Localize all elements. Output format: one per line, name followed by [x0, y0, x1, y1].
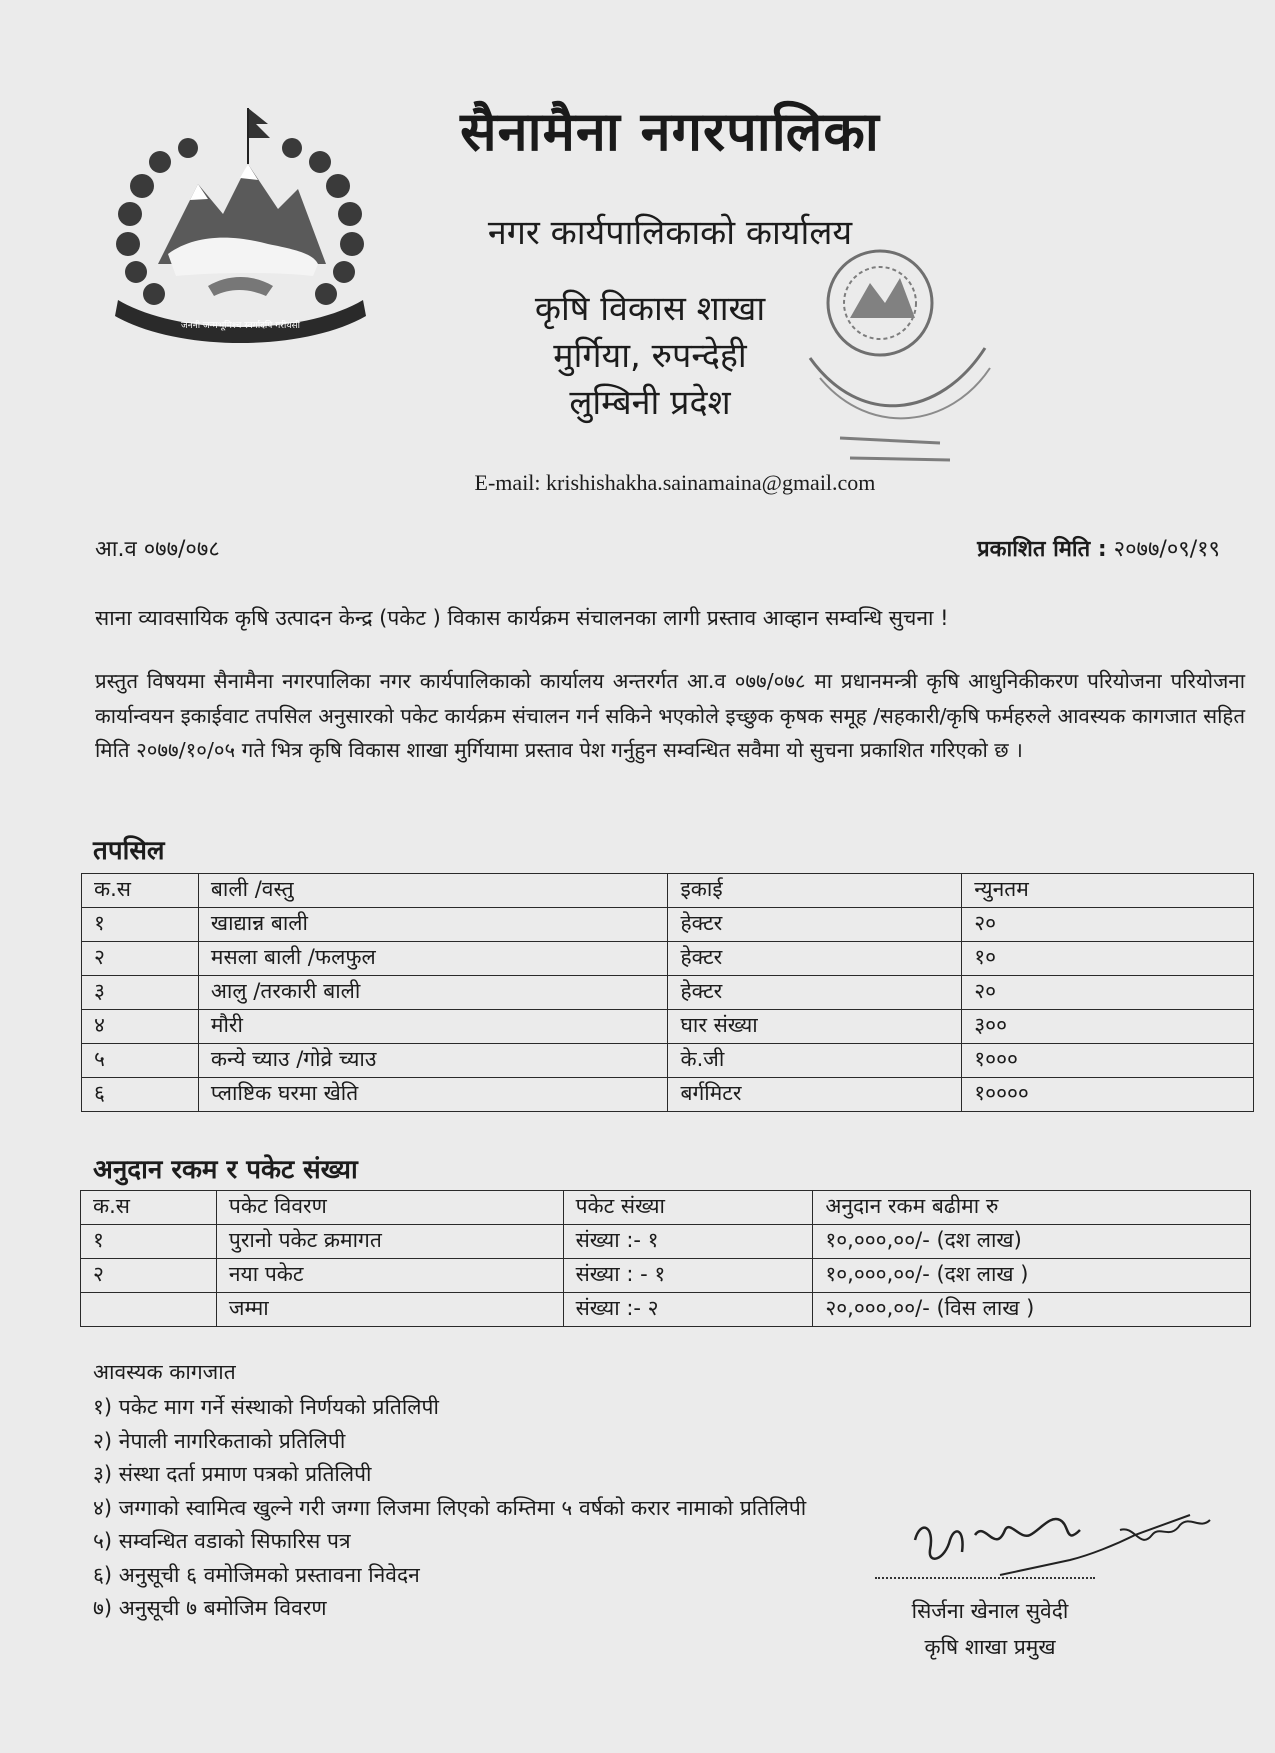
list-item: २) नेपाली नागरिकताको प्रतिलिपी [93, 1428, 346, 1453]
office-stamp-icon [780, 238, 1000, 478]
grant-table [80, 1190, 1251, 1327]
cell-sn: १ [82, 908, 199, 942]
branch-name: कृषि विकास शाखा [534, 289, 766, 329]
cell-sn: ५ [82, 1044, 199, 1078]
cell-sn: १ [81, 1225, 217, 1259]
column-header: पकेट विवरण [216, 1191, 563, 1225]
cell-sn: ३ [82, 976, 199, 1010]
table-header-row [81, 1191, 1251, 1225]
cell-unit: हेक्टर [668, 908, 962, 942]
column-header: इकाई [668, 874, 962, 908]
notice-body: प्रस्तुत विषयमा सैनामैना नगरपालिका नगर कार्यपालिकाको कार्यालय अन्तरर्गत आ.व ०७७/०७८ मा प्रधानमन्त्री कृषि आधुनिकीकरण परियोजना परियोजना कार्यान्वयन इकाईवाट तपसिल अनुसारको पकेट कार्यक्रम संचालन गर्न सकिने भएकोले इच्छुक कृषक समूह /सहकारी/कृषि फर्महरुले आवस्यक कागजात सहित मिति २०७७/१०/०५ गते भित्र कृषि विकास शाखा मुर्गियामा प्रस्ताव पेश गर्नुहुन सम्वन्धित सवैमा यो सुचना प्रकाशित गरिएको छ । [95, 669, 1245, 762]
documents-list [93, 1391, 806, 1626]
table-row [82, 908, 1254, 942]
cell-pocket-count: संख्या : - १ [563, 1259, 813, 1293]
branch-province: लुम्बिनी प्रदेश [569, 383, 731, 423]
cell-pocket-detail: नया पकेट [216, 1259, 563, 1293]
cell-grant-amount: २०,०००,००/- (विस लाख ) [813, 1293, 1251, 1327]
cell-grant-amount: १०,०००,००/- (दश लाख ) [813, 1259, 1251, 1293]
tapasil-table [81, 873, 1254, 1112]
cell-unit: घार संख्या [668, 1010, 962, 1044]
list-item: १) पकेट माग गर्ने संस्थाको निर्णयको प्रतिलिपी [93, 1395, 439, 1419]
cell-item: मौरी [198, 1010, 668, 1044]
cell-grant-amount: १०,०००,००/- (दश लाख) [813, 1225, 1251, 1259]
cell-item: आलु /तरकारी बाली [198, 976, 668, 1010]
column-header: बाली /वस्तु [198, 874, 668, 908]
cell-sn: २ [82, 942, 199, 976]
cell-pocket-count: संख्या :- १ [563, 1225, 813, 1259]
grant-title: अनुदान रकम र पकेट संख्या [93, 1155, 358, 1185]
cell-pocket-detail: पुरानो पकेट क्रमागत [216, 1225, 563, 1259]
cell-sn: ४ [82, 1010, 199, 1044]
cell-sn: ६ [82, 1078, 199, 1112]
signatory-name: सिर्जना खेनाल सुवेदी [911, 1599, 1069, 1623]
published-label: प्रकाशित मिति : [977, 537, 1107, 562]
office-name: नगर कार्यपालिकाको कार्यालय [487, 213, 853, 253]
cell-minimum: २० [962, 908, 1254, 942]
cell-minimum: १००० [962, 1044, 1254, 1078]
list-item: ४) जग्गाको स्वामित्व खुल्ने गरी जग्गा लिजमा लिएको कम्तिमा ५ वर्षको करार नामाको प्रतिलिपी [93, 1495, 807, 1520]
list-item: ५) सम्वन्धित वडाको सिफारिस पत्र [93, 1529, 351, 1553]
table-total-row [81, 1293, 1251, 1327]
signatory-title: कृषि शाखा प्रमुख [924, 1635, 1056, 1659]
notice-subject: साना व्यावसायिक कृषि उत्पादन केन्द्र (पकेट ) विकास कार्यक्रम संचालनका लागी प्रस्ताव आव्हान सम्वन्धि सुचना ! [95, 606, 949, 630]
branch-place: मुर्गिया, रुपन्देही [553, 336, 747, 376]
email-line: E-mail: krishishakha.sainamaina@gmail.com [474, 470, 876, 495]
table-row [81, 1225, 1251, 1259]
signature-line [875, 1577, 1095, 1579]
cell-pocket-count: संख्या :- २ [563, 1293, 813, 1327]
cell-item: कन्ये च्याउ /गोव्रे च्याउ [198, 1044, 668, 1078]
cell-minimum: १० [962, 942, 1254, 976]
cell-sn: २ [81, 1259, 217, 1293]
column-header: क.स [81, 1191, 217, 1225]
column-header: क.स [82, 874, 199, 908]
column-header: पकेट संख्या [563, 1191, 813, 1225]
cell-item: खाद्यान्न बाली [198, 908, 668, 942]
cell-minimum: २० [962, 976, 1254, 1010]
column-header: न्युनतम [962, 874, 1254, 908]
cell-unit: हेक्टर [668, 976, 962, 1010]
cell-minimum: १०००० [962, 1078, 1254, 1112]
cell-item: प्लाष्टिक घरमा खेति [198, 1078, 668, 1112]
table-row [82, 1044, 1254, 1078]
cell-unit: के.जी [668, 1044, 962, 1078]
org-name: सैनामैना नगरपालिका [460, 100, 880, 163]
cell-pocket-detail: जम्मा [216, 1293, 563, 1327]
cell-unit: हेक्टर [668, 942, 962, 976]
table-row [81, 1259, 1251, 1293]
cell-unit: बर्गमिटर [668, 1078, 962, 1112]
table-row [82, 1010, 1254, 1044]
cell-minimum: ३०० [962, 1010, 1254, 1044]
table-header-row [82, 874, 1254, 908]
column-header: अनुदान रकम बढीमा रु [813, 1191, 1251, 1225]
list-item: ३) संस्था दर्ता प्रमाण पत्रको प्रतिलिपी [93, 1462, 372, 1486]
table-row [82, 942, 1254, 976]
cell-item: मसला बाली /फलफुल [198, 942, 668, 976]
documents-title: आवस्यक कागजात [93, 1360, 236, 1384]
emblem-motto: जननी जन्मभूमिश्च स्वर्गादपि गरीयसी [181, 321, 300, 331]
published-date-line [977, 533, 1220, 563]
table-row [82, 976, 1254, 1010]
cell-sn [81, 1293, 217, 1327]
list-item: ६) अनुसूची ६ वमोजिमको प्रस्तावना निवेदन [93, 1562, 420, 1587]
fiscal-year: आ.व ०७७/०७८ [95, 537, 220, 562]
published-date: २०७७/०९/१९ [1113, 537, 1220, 562]
table-row [82, 1078, 1254, 1112]
nepal-emblem-icon [98, 104, 383, 344]
tapasil-title: तपसिल [93, 836, 165, 866]
handwritten-signature-icon [890, 1480, 1230, 1590]
list-item: ७) अनुसूची ७ बमोजिम विवरण [93, 1596, 327, 1620]
